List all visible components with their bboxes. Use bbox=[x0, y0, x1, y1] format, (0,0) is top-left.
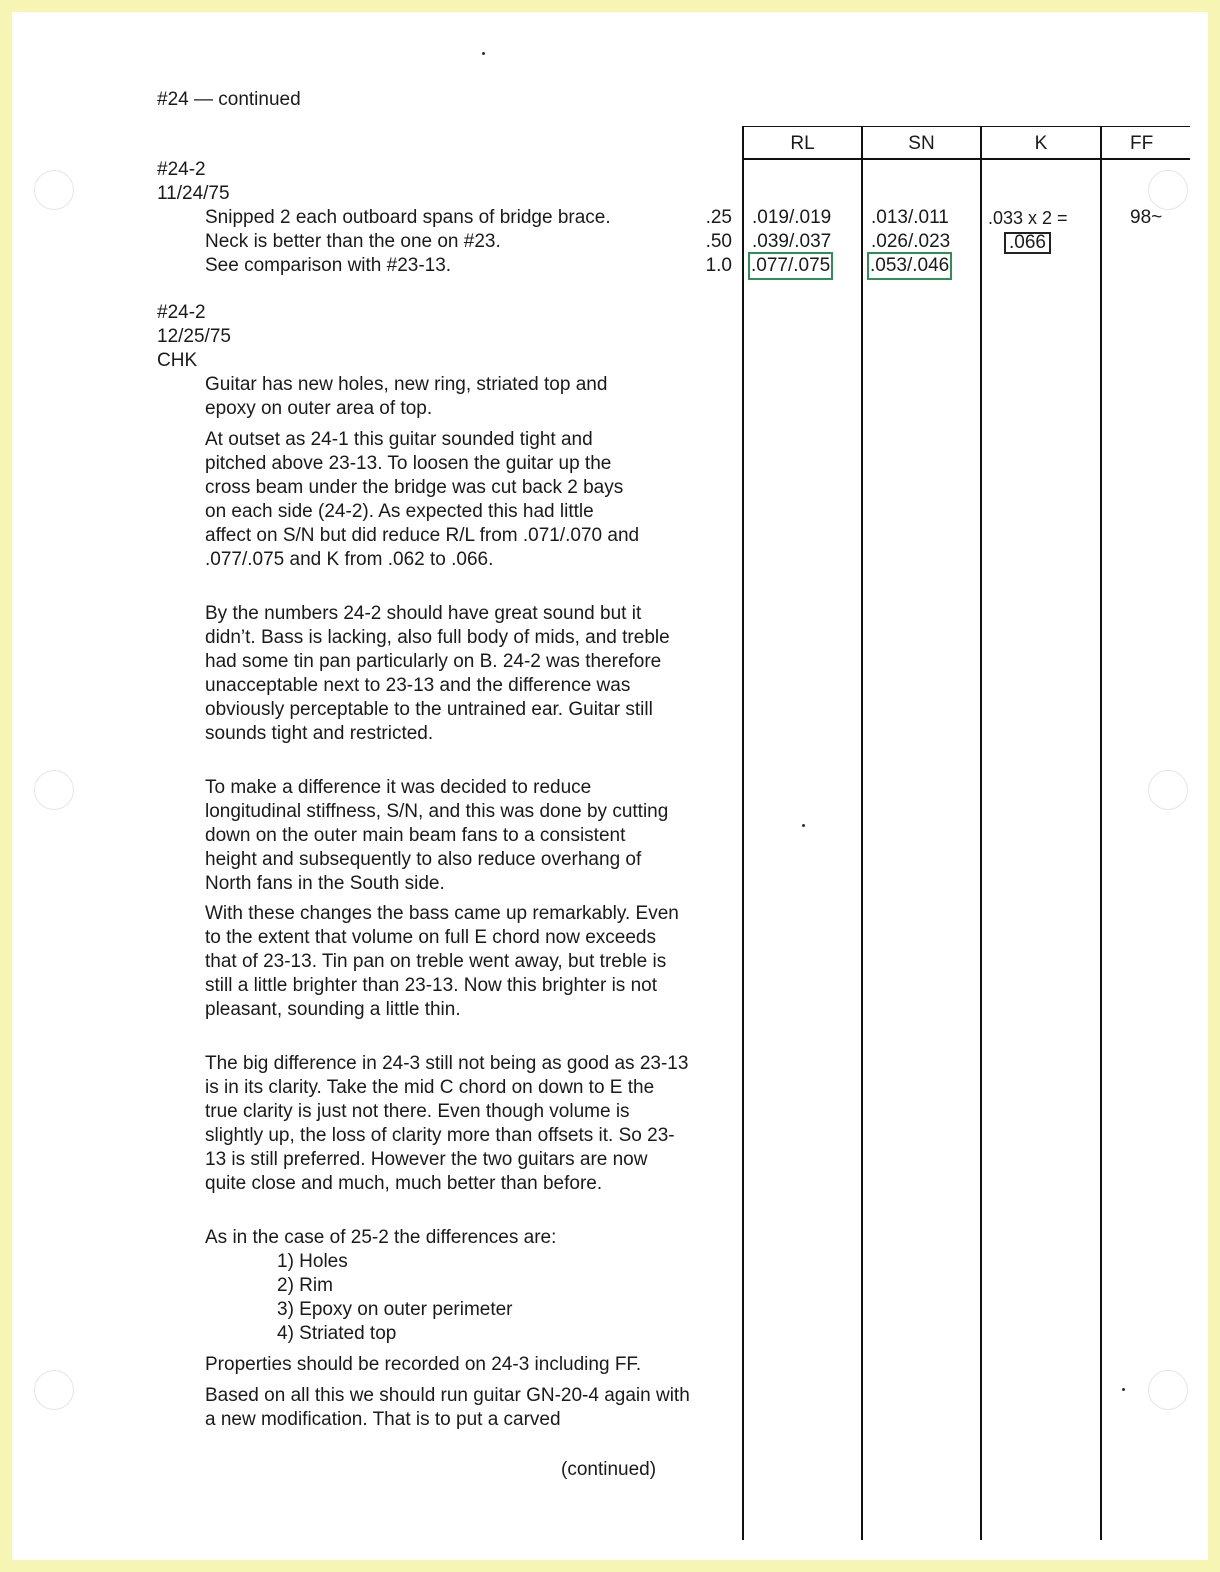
speck bbox=[802, 824, 805, 827]
paragraph-4: To make a difference it was decided to reduce longitudinal stiffness, S/N, and this was done by cutting down on the outer main beam fans to a consistent height and subsequently to also reduce overhang of North fans in the South side. bbox=[205, 777, 669, 894]
binder-hole-left-top bbox=[34, 170, 74, 210]
column-header-rl: RL bbox=[790, 133, 815, 154]
document-page bbox=[12, 12, 1208, 1560]
paragraph-9: Based on all this we should run guitar GN-20-4 again with a new modification. That is to put a carved bbox=[205, 1385, 690, 1430]
speck bbox=[1122, 1388, 1125, 1391]
sn-value-1: .013/.011 bbox=[871, 207, 949, 228]
load-value-1: .25 bbox=[705, 207, 732, 228]
entry-1-line-1: Snipped 2 each outboard spans of bridge brace. bbox=[205, 207, 611, 228]
table-rule-2 bbox=[861, 126, 863, 1540]
entry-1-line-3: See comparison with #23-13. bbox=[205, 255, 452, 276]
load-value-3: 1.0 bbox=[705, 255, 732, 276]
paragraph-6: The big difference in 24-3 still not being as good as 23-13 is in its clarity. Take the mid C chord on down to E the true clarity is just not there. Even though volume is slightly up, the loss of clarity more than offsets it. So 23-13 is still preferred. However the two guitars are now quite close and much, much better than before. bbox=[205, 1053, 689, 1194]
k-result-value: .066 bbox=[1004, 232, 1051, 254]
table-rule-1 bbox=[742, 126, 744, 1540]
rl-value-2: .039/.037 bbox=[752, 231, 832, 252]
column-header-sn: SN bbox=[908, 133, 935, 154]
binder-hole-right-bottom bbox=[1148, 1370, 1188, 1410]
rl-value-3-highlighted: .077/.075 bbox=[751, 255, 831, 276]
column-header-k: K bbox=[1034, 133, 1048, 154]
paragraph-1: Guitar has new holes, new ring, striated top and epoxy on outer area of top. bbox=[205, 374, 608, 419]
difference-item-1: 1) Holes bbox=[277, 1251, 348, 1272]
entry-2-initials: CHK bbox=[157, 350, 198, 371]
difference-item-2: 2) Rim bbox=[277, 1275, 333, 1296]
paragraph-8: Properties should be recorded on 24-3 including FF. bbox=[205, 1354, 642, 1375]
binder-hole-left-bottom bbox=[34, 1370, 74, 1410]
binder-hole-right-top bbox=[1148, 170, 1188, 210]
column-header-ff: FF bbox=[1130, 133, 1154, 154]
page-heading: #24 — continued bbox=[157, 89, 301, 110]
table-rule-3 bbox=[980, 126, 982, 1540]
table-rule-4 bbox=[1100, 126, 1102, 1540]
k-formula: .033 x 2 = bbox=[988, 208, 1068, 228]
sn-value-2: .026/.023 bbox=[871, 231, 951, 252]
difference-item-3: 3) Epoxy on outer perimeter bbox=[277, 1299, 513, 1320]
entry-1-date: 11/24/75 bbox=[157, 183, 230, 204]
entry-2-date: 12/25/75 bbox=[157, 326, 231, 347]
ff-value: 98~ bbox=[1130, 207, 1163, 228]
entry-1-line-2: Neck is better than the one on #23. bbox=[205, 231, 501, 252]
binder-hole-right-mid bbox=[1148, 770, 1188, 810]
paragraph-5: With these changes the bass came up remarkably. Even to the extent that volume on full E chord now exceeds that of 23-13. Tin pan on treble went away, but treble is still a little brighter than 23-13. Now this brighter is not pleasant, sounding a little thin. bbox=[205, 903, 679, 1020]
table-header-rule bbox=[742, 158, 1190, 160]
table-top-rule bbox=[742, 126, 1190, 127]
k-result-boxed bbox=[1004, 231, 1051, 255]
sn-value-3-highlighted: .053/.046 bbox=[870, 255, 950, 276]
binder-hole-left-mid bbox=[34, 770, 74, 810]
difference-item-4: 4) Striated top bbox=[277, 1323, 397, 1344]
rl-value-1: .019/.019 bbox=[752, 207, 832, 228]
speck bbox=[482, 52, 485, 55]
page-footer: (continued) bbox=[561, 1459, 657, 1480]
entry-1-id: #24-2 bbox=[157, 159, 206, 180]
load-value-2: .50 bbox=[705, 231, 732, 252]
paragraph-7: As in the case of 25-2 the differences are: bbox=[205, 1227, 557, 1248]
entry-2-id: #24-2 bbox=[157, 302, 206, 323]
paragraph-2: At outset as 24-1 this guitar sounded tight and pitched above 23-13. To loosen the guitar up the cross beam under the bridge was cut back 2 bays on each side (24-2). As expected this had little affect on S/N but did reduce R/L from .071/.070 and .077/.075 and K from .062 to .066. bbox=[205, 429, 640, 570]
paragraph-3: By the numbers 24-2 should have great sound but it didn’t. Bass is lacking, also full body of mids, and treble had some tin pan particularly on B. 24-2 was therefore unacceptable next to 23-13 and the difference was obviously perceptable to the untrained ear. Guitar still sounds tight and restricted. bbox=[205, 603, 670, 744]
